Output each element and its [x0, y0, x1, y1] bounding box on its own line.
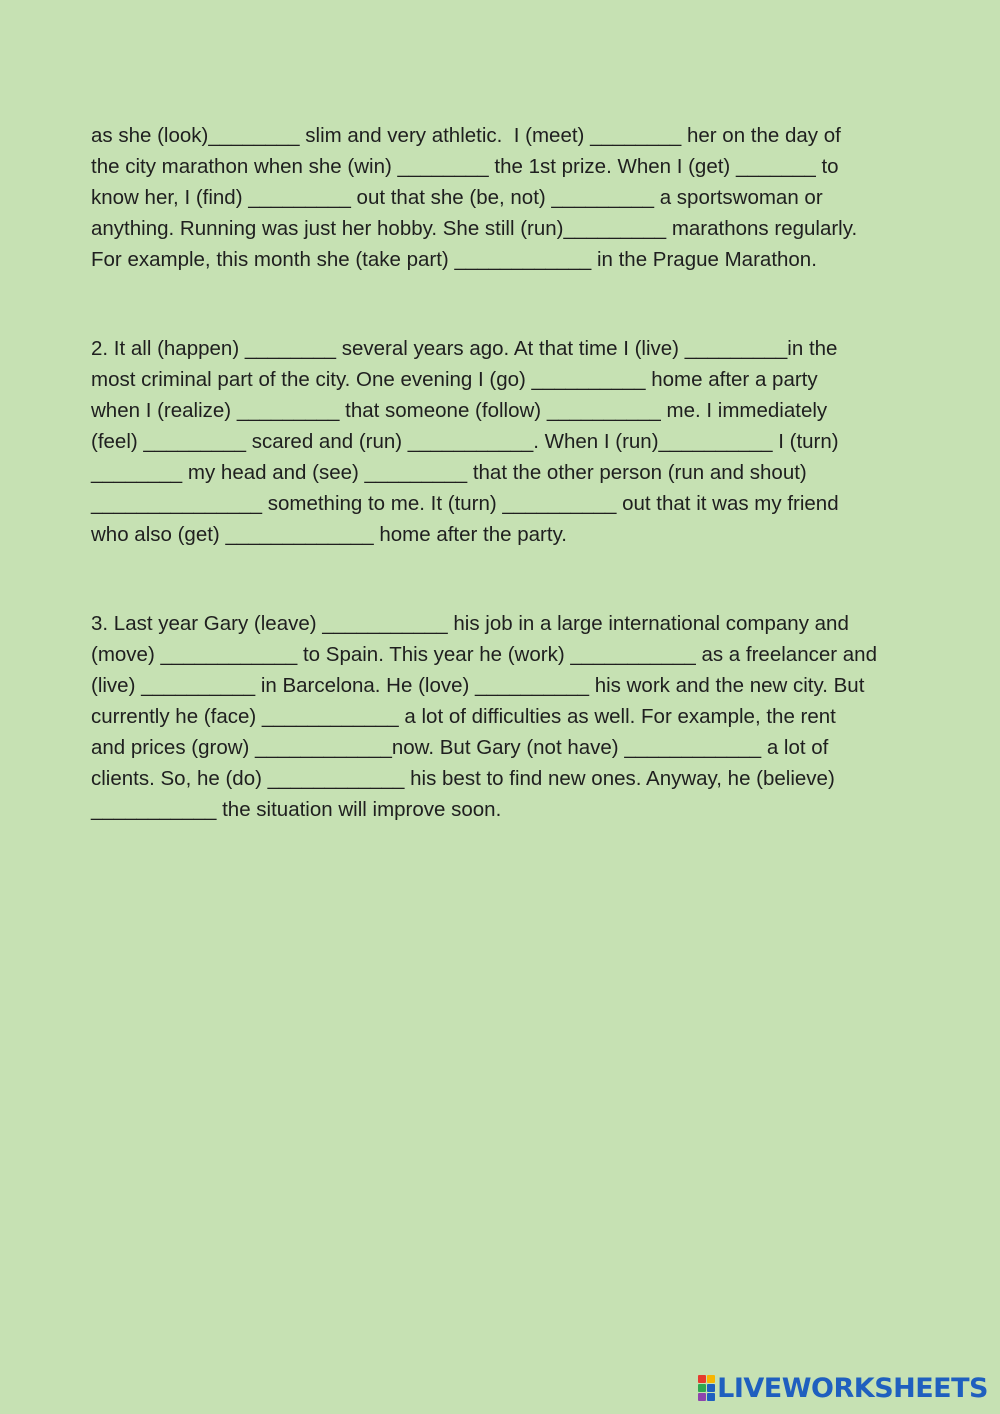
logo-square — [698, 1393, 706, 1401]
logo-square — [698, 1384, 706, 1392]
text-line: (live) __________ in Barcelona. He (love) __________ his work and the new city. But — [91, 674, 865, 697]
text-line: anything. Running was just her hobby. She still (run)_________ marathons regularly. — [91, 217, 858, 240]
text-line: (move) ____________ to Spain. This year he (work) ___________ as a freelancer and — [91, 643, 877, 666]
text-line: most criminal part of the city. One evening I (go) __________ home after a party — [91, 368, 818, 391]
logo-square — [707, 1393, 715, 1401]
liveworksheets-logo-icon — [698, 1375, 715, 1401]
text-line: (feel) _________ scared and (run) ___________. When I (run)__________ I (turn) — [91, 430, 839, 453]
text-line: the city marathon when she (win) ________ the 1st prize. When I (get) _______ to — [91, 155, 839, 178]
logo-text: LIVEWORKSHEETS — [717, 1372, 988, 1404]
exercise-paragraph-3 — [91, 608, 921, 825]
text-line: who also (get) _____________ home after the party. — [91, 523, 567, 546]
text-line: when I (realize) _________ that someone (follow) __________ me. I immediately — [91, 399, 828, 422]
text-line: ________ my head and (see) _________ that the other person (run and shout) — [91, 461, 807, 484]
text-line: know her, I (find) _________ out that she (be, not) _________ a sportswoman or — [91, 186, 823, 209]
logo-square — [707, 1384, 715, 1392]
text-line: 2. It all (happen) ________ several years ago. At that time I (live) _________in the — [91, 337, 838, 360]
logo-square — [707, 1375, 715, 1383]
text-line: For example, this month she (take part) ____________ in the Prague Marathon. — [91, 248, 817, 271]
text-line: _______________ something to me. It (turn) __________ out that it was my friend — [91, 492, 839, 515]
text-line: clients. So, he (do) ____________ his best to find new ones. Anyway, he (believe) — [91, 767, 835, 790]
logo-square — [698, 1375, 706, 1383]
text-line: currently he (face) ____________ a lot of difficulties as well. For example, the rent — [91, 705, 836, 728]
exercise-paragraph-1 — [91, 120, 921, 275]
text-line: 3. Last year Gary (leave) ___________ his job in a large international company and — [91, 612, 849, 635]
text-line: and prices (grow) ____________now. But Gary (not have) ____________ a lot of — [91, 736, 829, 759]
text-line: ___________ the situation will improve soon. — [91, 798, 502, 821]
liveworksheets-logo — [698, 1372, 988, 1404]
exercise-paragraph-2 — [91, 333, 921, 550]
text-line: as she (look)________ slim and very athletic. I (meet) ________ her on the day of — [91, 124, 841, 147]
